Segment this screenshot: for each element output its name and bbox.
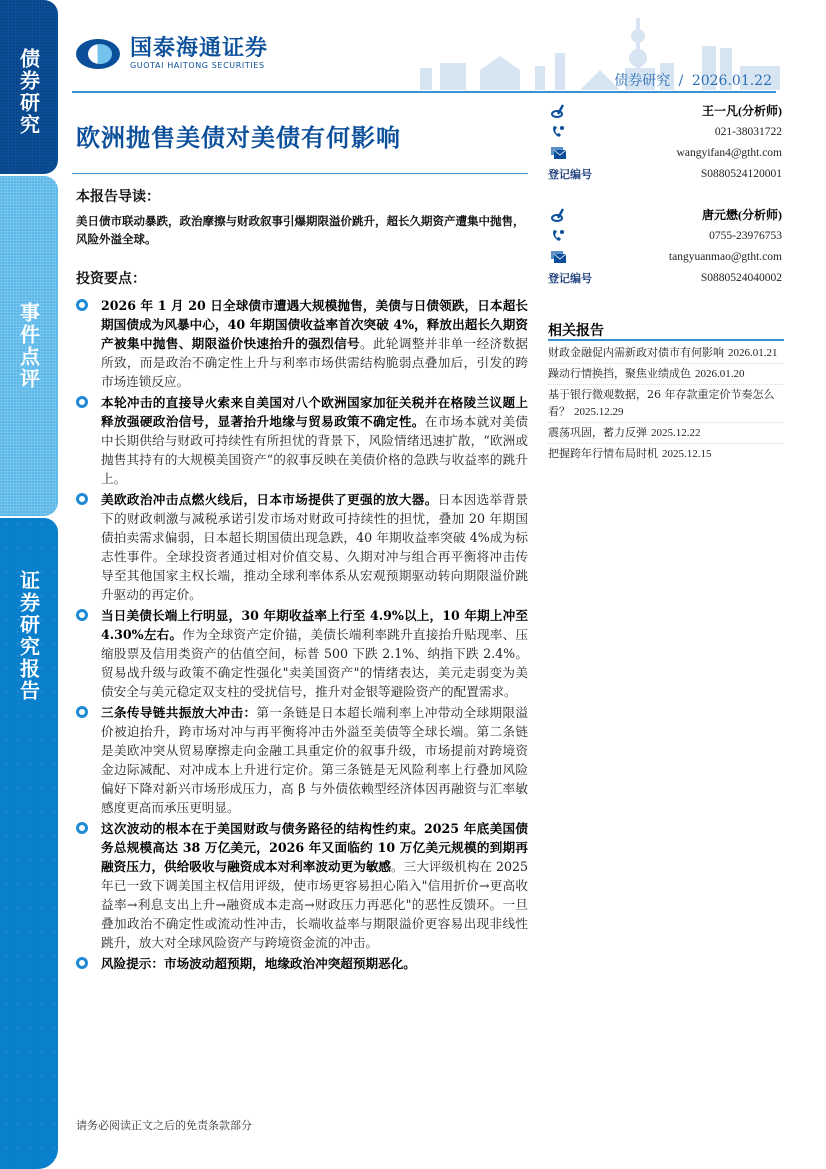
analyst-panel — [548, 100, 782, 308]
sidebar-tab-label: 事件点评 — [16, 302, 41, 390]
registration-label: 登记编号 — [548, 271, 592, 285]
related-report-item[interactable] — [548, 385, 784, 423]
report-meta — [612, 70, 774, 90]
key-point-bold: 当日美债长端上行明显，30 年期收益率上行至 4.9%以上，10 年期上冲至 4.30%左右。 — [101, 608, 528, 642]
key-point-bold: 风险提示：市场波动超预期，地缘政治冲突超预期恶化。 — [101, 956, 416, 971]
meta-separator: / — [678, 73, 684, 89]
analyst-card — [548, 100, 782, 184]
key-point-text: 。三大评级机构在 2025 年已一致下调美国主权信用评级，使市场更容易担心陷入"信用折价→更高收益率→利息支出上升→融资成本走高→财政压力再恶化"的恶性反馈环。一旦叠加政治不确定性或流动性冲击，长端收益率与期限溢价更容易出现非线性跳升，放大对全球风险资产与跨境资金流的冲击。 — [101, 859, 528, 950]
key-point-bold: 美欧政治冲击点燃火线后，日本市场提供了更强的放大器。 — [101, 492, 438, 507]
pen-icon — [548, 104, 568, 118]
guide-text: 美日债市联动暴跌，政治摩擦与财政叙事引爆期限溢价跳升，超长久期资产遭集中抛售，风险外溢全球。 — [76, 214, 525, 246]
ring-bullet-icon — [76, 609, 88, 621]
key-point — [76, 703, 528, 817]
analyst-phone: 0755-23976753 — [709, 229, 782, 242]
ring-bullet-icon — [76, 957, 88, 969]
pen-icon — [548, 208, 568, 222]
report-date: 2026.01.22 — [691, 73, 772, 89]
related-report-item[interactable] — [548, 444, 784, 464]
key-points-heading: 投资要点： — [76, 271, 146, 287]
key-point-text: 第一条链是日本超长端利率上冲带动全球期限溢价被迫抬升，跨市场对冲与再平衡将冲击外溢至美债等全球长端。第二条链是美欧冲突从贸易摩擦走向金融工具重定价的叙事升级，市场提前对跨境资金边际减配、对冲成本上升进行定价。第三条链是无风险利率上行叠加风险偏好下降对新兴市场形成压力，高 β 与外债依赖型经济体因再融资与汇率敏感度更高而承压更明显。 — [101, 705, 529, 815]
registration-number: S0880524120001 — [700, 167, 782, 180]
guide-heading: 本报告导读： — [76, 189, 160, 205]
key-point-bold: 2026 年 1 月 20 日全球债市遭遇大规模抛售，美债与日债领跌，日本超长期国债成为风暴中心，40 年期国债收益率首次突破 4%，释放出超长久期资产被集中抛售、期限溢价快速抬升的强烈信号 — [101, 298, 528, 351]
key-point-bold: 三条传导链共振放大冲击： — [101, 705, 257, 720]
related-report-item[interactable] — [548, 343, 784, 364]
key-point — [76, 393, 528, 488]
company-logo — [76, 37, 268, 71]
key-point-bold: 这次波动的根本在于美国财政与债务路径的结构性约束。2025 年底美国债务总规模高达 38 万亿美元，2026 年又面临约 10 万亿美元规模的到期再融资压力，供给吸收与融资成本对利率波动更为敏感 — [101, 821, 528, 874]
related-report-date: 2025.12.15 — [662, 448, 712, 460]
related-reports-divider — [548, 339, 784, 341]
key-point — [76, 296, 528, 391]
report-category: 债券研究 — [614, 73, 671, 89]
ring-bullet-icon — [76, 299, 88, 311]
related-report-title: 震荡巩固，蓄力反弹 — [548, 426, 647, 439]
registration-number: S0880524040002 — [700, 271, 782, 284]
key-point — [76, 606, 528, 701]
key-point-risk — [76, 954, 528, 973]
key-points-list — [76, 296, 528, 973]
email-icon — [548, 251, 568, 263]
registration-label: 登记编号 — [548, 167, 592, 181]
ring-bullet-icon — [76, 396, 88, 408]
main-content — [76, 186, 528, 975]
key-point-bold: 本轮冲击的直接导火索来自美国对八个欧洲国家加征关税并在格陵兰议题上释放强硬政治信号，显著抬升地缘与贸易政策不确定性。 — [101, 395, 528, 429]
related-report-date: 2025.12.29 — [574, 406, 624, 418]
logo-name-cn: 国泰海通证券 — [130, 36, 269, 61]
analyst-name: 唐元懋(分析师) — [702, 208, 782, 222]
related-report-date: 2026.01.20 — [695, 368, 745, 380]
header-divider — [72, 91, 776, 93]
related-report-title: 把握跨年行情布局时机 — [548, 447, 658, 460]
related-report-date: 2026.01.21 — [728, 347, 778, 359]
phone-icon — [548, 229, 568, 243]
email-icon — [548, 147, 568, 159]
logo-mark-icon — [76, 39, 120, 69]
analyst-card — [548, 204, 782, 288]
related-report-item[interactable] — [548, 364, 784, 385]
page-title: 欧洲抛售美债对美债有何影响 — [76, 123, 401, 152]
analyst-name: 王一凡(分析师) — [702, 104, 782, 118]
related-report-title: 躁动行情换挡，聚焦业绩成色 — [548, 367, 691, 380]
phone-icon — [548, 125, 568, 139]
related-report-item[interactable] — [548, 423, 784, 444]
related-report-title: 财政金融促内需新政对债市有何影响 — [548, 346, 724, 359]
key-point — [76, 490, 528, 604]
ring-bullet-icon — [76, 493, 88, 505]
sidebar-tab-label: 债券研究 — [16, 48, 41, 136]
title-divider — [72, 173, 528, 174]
key-point-text: 日本因选举背景下的财政刺激与减税承诺引发市场对财政可持续性的担忧，叠加 20 年期国债拍卖需求偏弱，日本超长期国债出现急跌，40 年期收益率突破 4%成为标志性事件。全球投资者通过相对价值交易、久期对冲与组合再平衡将冲击传导至其他国家主权长端，推动全球利率体系从宏观预期驱动转向期限溢价跳升驱动的再定价。 — [101, 492, 529, 602]
sidebar-tab-label: 证券研究报告 — [16, 570, 41, 702]
analyst-email[interactable]: wangyifan4@gtht.com — [676, 146, 782, 159]
related-reports-list — [548, 343, 784, 464]
related-report-date: 2025.12.22 — [651, 427, 701, 439]
related-reports-heading: 相关报告 — [548, 323, 604, 339]
key-point — [76, 819, 528, 952]
sidebar-tab-bond-research — [0, 0, 58, 174]
logo-name-en: GUOTAI HAITONG SECURITIES — [130, 61, 265, 70]
key-point-text: 在市场本就对美债中长期供给与财政可持续性有所担忧的背景下，风险情绪迅速扩散，“欧洲或抛售其持有的大规模美国资产“的叙事反映在美债价格的急跌与收益率的跳升上。 — [101, 414, 529, 486]
key-point-text: 。此轮调整并非单一经济数据所致，而是政治不确定性上升与利率市场供需结构脆弱点叠加后，引发的跨市场连锁反应。 — [101, 336, 529, 389]
ring-bullet-icon — [76, 706, 88, 718]
sidebar-tab-event-comment — [0, 176, 58, 516]
related-report-title: 基于银行微观数据，26 年存款重定价节奏怎么看？ — [548, 388, 775, 418]
disclaimer-footer: 请务必阅读正文之后的免责条款部分 — [76, 1119, 252, 1132]
ring-bullet-icon — [76, 822, 88, 834]
sidebar-tab-securities-report — [0, 518, 58, 1169]
analyst-email[interactable]: tangyuanmao@gtht.com — [668, 250, 782, 263]
analyst-phone: 021-38031722 — [714, 125, 782, 138]
key-point-text: 作为全球资产定价锚，美债长端利率跳升直接抬升贴现率、压缩股票及信用类资产的估值空间，标普 500 下跌 2.1%、纳指下跌 2.4%。贸易战升级与政策不确定性强化"卖美国资产"的情绪表达，美元走弱变为美债安全与美元稳定双支柱的受扰信号，推升对金银等避险资产的配置需求。 — [101, 627, 529, 699]
